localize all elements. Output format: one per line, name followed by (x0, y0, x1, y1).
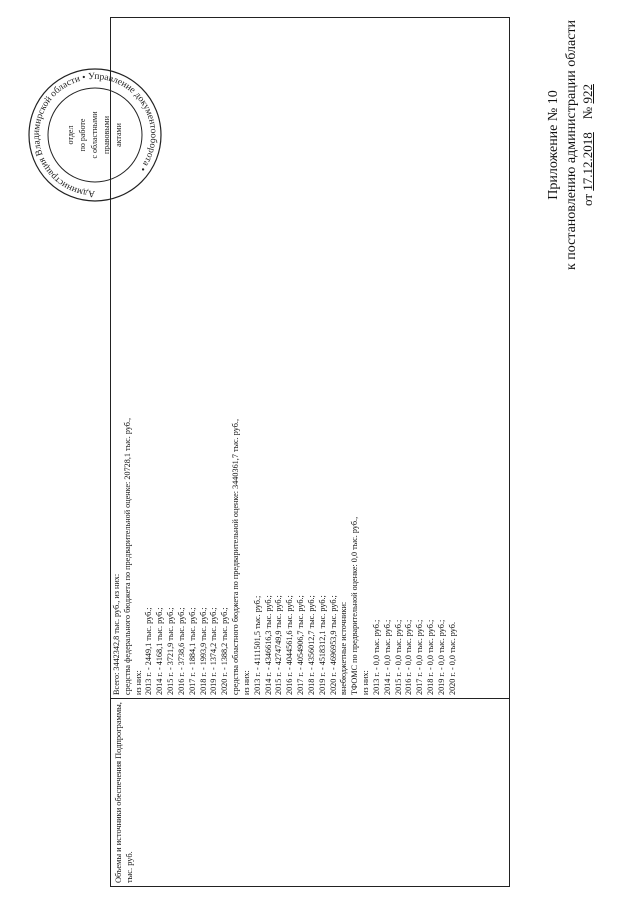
funding-line: ТФОМС по предварительной оценке: 0,0 тыс. руб., (350, 516, 360, 695)
stamp-center-line: правовыми (102, 115, 111, 155)
funding-line: 2017 г. - 1884,1 тыс. руб.; (187, 607, 197, 695)
funding-line: средства областного бюджета по предварительной оценке: 3440361,7 тыс. руб., (231, 419, 241, 695)
funding-line: 2018 г. - 1993,9 тыс. руб.; (198, 607, 208, 695)
funding-line: из них: (133, 670, 143, 695)
funding-line: 2014 г. - 4346616,3 тыс. руб.; (263, 595, 273, 695)
funding-line: 2014 г. - 0,0 тыс. руб.; (382, 619, 392, 695)
funding-label-cell: Объемы и источники обеспечения Подпрограммы, тыс. руб. (111, 698, 509, 886)
funding-line: 2015 г. - 4274749,9 тыс. руб.; (274, 595, 284, 695)
funding-line: 2018 г. - 0,0 тыс. руб.; (426, 619, 436, 695)
funding-line: 2015 г. - 3721,9 тыс. руб.; (166, 607, 176, 695)
funding-line: 2013 г. - 2449,1 тыс. руб.; (144, 607, 154, 695)
resolution-date: 17.12.2018 (580, 132, 595, 191)
stamp-center-line: отдел (66, 125, 75, 145)
stamp-center-line: по работе (78, 118, 87, 152)
resolution-number: 922 (580, 84, 595, 104)
funding-line: Всего: 3442342,8 тыс. руб., из них: (112, 573, 121, 695)
funding-line: 2020 г. - 4696953,9 тыс. руб.; (328, 595, 338, 695)
funding-line: из них: (241, 670, 251, 695)
resolution-line: к постановлению администрации области (563, 19, 579, 271)
funding-line: 2013 г. - 0,0 тыс. руб.; (371, 619, 381, 695)
document-header (545, 5, 596, 285)
funding-line: 2017 г. - 0,0 тыс. руб.; (415, 619, 425, 695)
funding-line: 2019 г. - 1374,2 тыс. руб.; (209, 607, 219, 695)
funding-table (110, 17, 510, 887)
stamp-center-line: актами (114, 123, 123, 147)
stamp-center-line: с областными (90, 111, 99, 159)
funding-line: 2016 г. - 3738,6 тыс. руб.; (176, 607, 186, 695)
funding-line: 2015 г. - 0,0 тыс. руб.; (393, 619, 403, 695)
funding-line: 2018 г. - 4356012,7 тыс. руб.; (306, 595, 316, 695)
funding-line: 2020 г. - 0,0 тыс. руб. (447, 622, 457, 695)
funding-values-cell (111, 18, 509, 698)
funding-line: 2016 г. - 4044561,6 тыс. руб.; (285, 595, 295, 695)
funding-line: 2019 г. - 4518312,1 тыс. руб.; (317, 595, 327, 695)
date-line (580, 5, 596, 285)
funding-line: 2017 г. - 4054906,7 тыс. руб.; (296, 595, 306, 695)
date-prefix: от (580, 193, 595, 206)
funding-line: 2014 г. - 4168,1 тыс. руб.; (155, 607, 165, 695)
appendix-title: Приложение № 10 (546, 90, 561, 200)
funding-line: внебюджетные источники: (339, 601, 349, 695)
funding-line: 2020 г. - 1388,2 тыс. руб.; (220, 607, 230, 695)
stamp-ring-text: Администрация Владимирской области • Управление документооборота • (31, 71, 159, 199)
funding-line: из них: (361, 670, 371, 695)
number-prefix: № (580, 106, 595, 120)
funding-line: 2019 г. - 0,0 тыс. руб.; (436, 619, 446, 695)
funding-line: 2016 г. - 0,0 тыс. руб.; (404, 619, 414, 695)
funding-line: средства федерального бюджета по предварительной оценке: 20728,1 тыс. руб., (122, 417, 132, 695)
funding-line: 2013 г. - 4111501,5 тыс. руб.; (252, 595, 262, 695)
